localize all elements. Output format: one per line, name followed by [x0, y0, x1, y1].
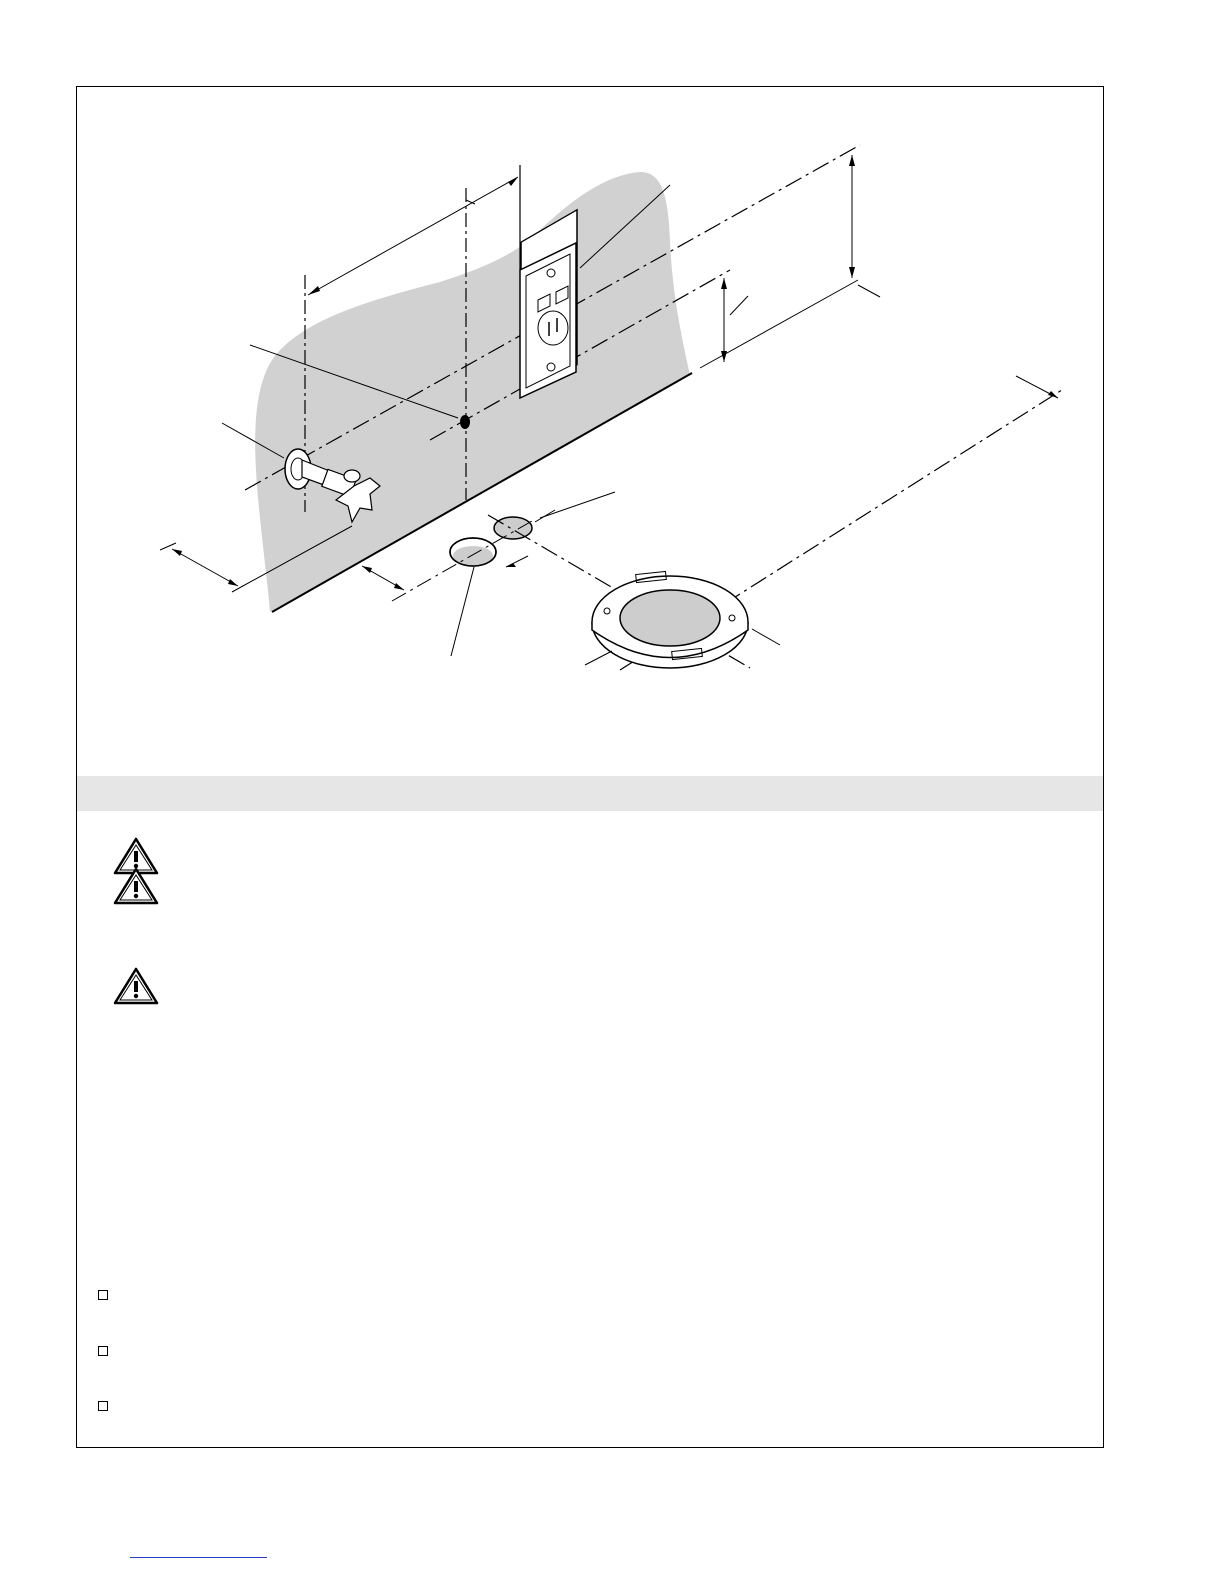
roughing-in-diagram — [0, 0, 1224, 780]
anchor-point — [460, 415, 470, 429]
section-heading-band — [77, 776, 1103, 811]
footer-link-underline[interactable] — [130, 1557, 267, 1558]
toilet-flange — [592, 571, 748, 668]
floor-hole-small — [494, 517, 532, 539]
dimension-line-left — [172, 549, 238, 586]
checkbox-icon[interactable] — [98, 1401, 108, 1411]
checkbox-icon[interactable] — [98, 1346, 108, 1356]
hole-leader — [451, 567, 474, 656]
warning-triangle-icon — [112, 866, 160, 906]
checkbox-icon[interactable] — [98, 1290, 108, 1300]
outlet-plate — [520, 243, 576, 398]
warning-triangle-icon — [112, 966, 160, 1006]
